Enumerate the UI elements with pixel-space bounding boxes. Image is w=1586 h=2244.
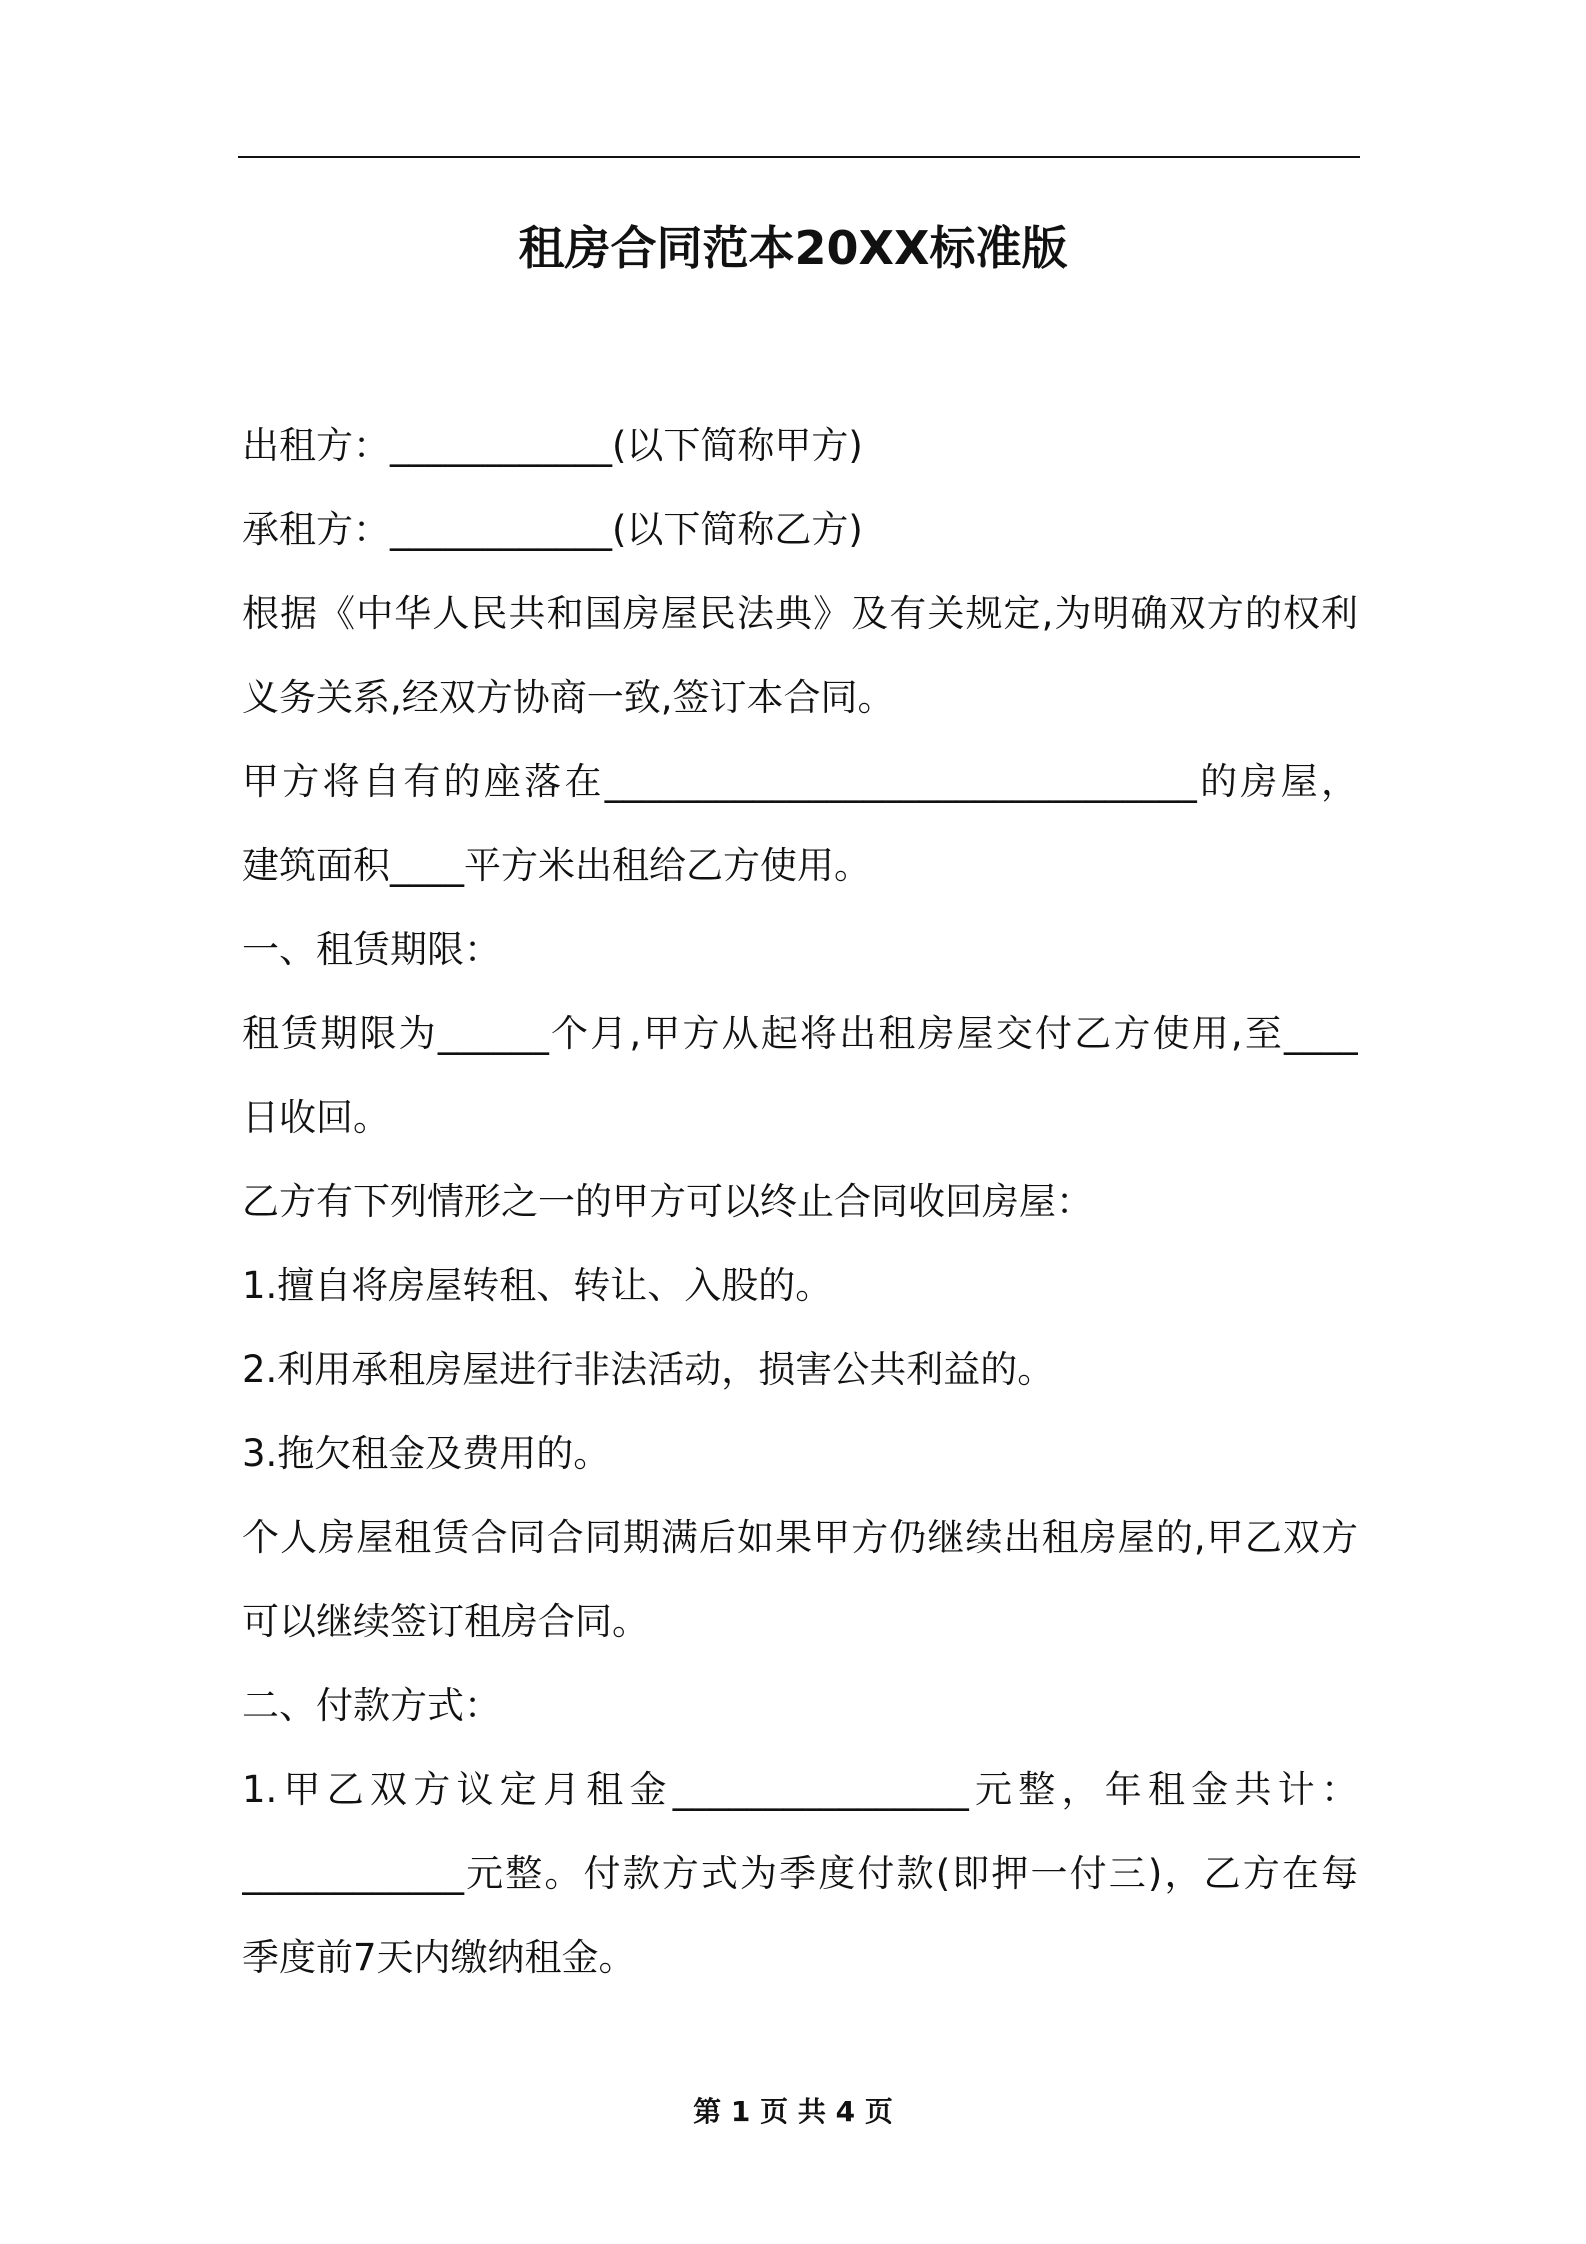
paragraph-line: 建筑面积____平方米出租给乙方使用。 — [242, 844, 871, 887]
document-body — [242, 404, 1358, 2000]
paragraph-line: 甲方将自有的座落在________________________________的房屋， — [242, 760, 1358, 803]
paragraph-line: 个人房屋租赁合同合同期满后如果甲方仍继续出租房屋的,甲乙双方 — [242, 1516, 1358, 1559]
paragraph-line: 日收回。 — [242, 1096, 390, 1139]
page-number-footer: 第 1 页 共 4 页 — [693, 2095, 893, 2128]
lessor-line: 出租方：____________(以下简称甲方) — [242, 424, 863, 467]
paragraph-line: 季度前7天内缴纳租金。 — [242, 1936, 636, 1979]
list-item: 2.利用承租房屋进行非法活动，损害公共利益的。 — [242, 1348, 1055, 1391]
lessee-line: 承租方：____________(以下简称乙方) — [242, 508, 863, 551]
list-item: 3.拖欠租金及费用的。 — [242, 1432, 611, 1475]
document-title: 租房合同范本20XX标准版 — [518, 221, 1068, 275]
section-heading: 二、付款方式： — [242, 1684, 501, 1727]
section-heading: 一、租赁期限： — [242, 928, 501, 971]
list-item: 1.甲乙双方议定月租金________________元整，年租金共计： — [242, 1768, 1358, 1811]
paragraph-line: 乙方有下列情形之一的甲方可以终止合同收回房屋： — [242, 1180, 1093, 1223]
paragraph-line: 可以继续签订租房合同。 — [242, 1600, 649, 1643]
paragraph-line: 租赁期限为______个月,甲方从起将出租房屋交付乙方使用,至____ — [242, 1012, 1358, 1055]
paragraph-line: ____________元整。付款方式为季度付款(即押一付三)，乙方在每 — [242, 1852, 1358, 1895]
header-rule — [238, 156, 1360, 158]
paragraph-line: 义务关系,经双方协商一致,签订本合同。 — [242, 676, 895, 719]
list-item: 1.擅自将房屋转租、转让、入股的。 — [242, 1264, 833, 1307]
paragraph-line: 根据《中华人民共和国房屋民法典》及有关规定,为明确双方的权利 — [242, 592, 1358, 635]
